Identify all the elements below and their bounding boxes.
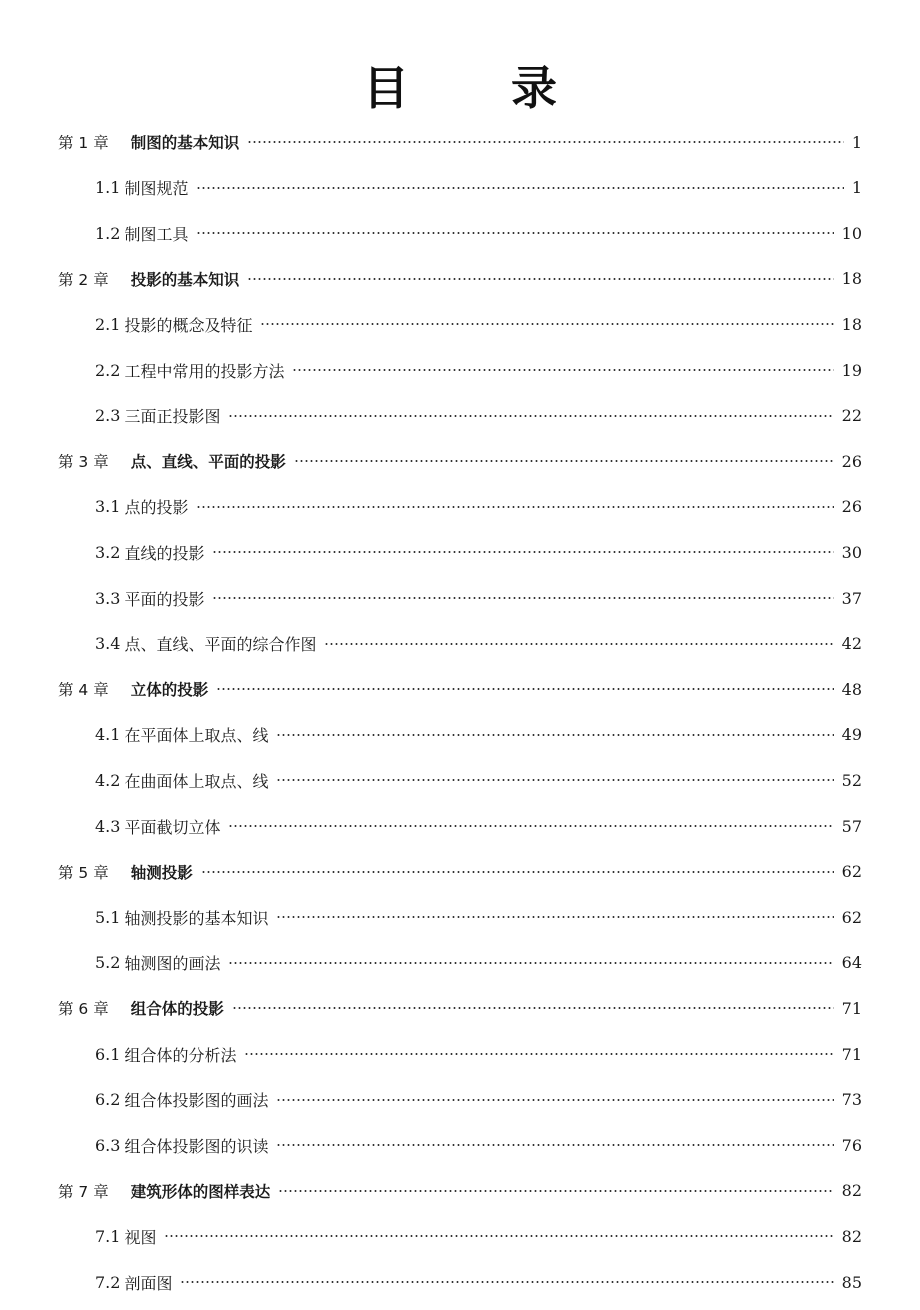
toc-chapter-entry[interactable]: [58, 267, 862, 291]
toc-entry-title: 平面截切立体: [124, 817, 221, 837]
toc-entry-title: 轴测投影的基本知识: [124, 908, 269, 928]
toc-entry-title: 建筑形体的图样表达: [130, 1182, 271, 1201]
toc-page-number: 19: [841, 360, 862, 380]
toc-section-entry[interactable]: [95, 723, 862, 747]
toc-entry-number: 第 4 章: [58, 681, 109, 700]
toc-entry-number: 2.3: [95, 406, 121, 426]
toc-entry-title: 投影的基本知识: [130, 270, 240, 289]
toc-section-entry[interactable]: [95, 312, 862, 336]
toc-section-entry[interactable]: [95, 1133, 862, 1157]
toc-page-number: 18: [841, 269, 862, 289]
toc-chapter-entry[interactable]: [58, 860, 862, 884]
toc-entry-title: 工程中常用的投影方法: [124, 361, 285, 381]
toc-dot-leader: [276, 1099, 833, 1101]
toc-dot-leader: [212, 551, 833, 553]
toc-dot-leader: [180, 1281, 833, 1283]
toc-entry-number: 2.2: [95, 360, 121, 380]
toc-page-number: 71: [841, 998, 862, 1018]
toc-entry-title: 组合体的投影: [130, 1000, 224, 1019]
toc-section-entry[interactable]: [95, 1224, 862, 1248]
toc-entry-number: 7.2: [95, 1272, 121, 1292]
toc-page-number: 42: [841, 634, 862, 654]
toc-entry-title: 直线的投影: [124, 543, 205, 563]
toc-entry-number: 2.1: [95, 314, 121, 334]
toc-dot-leader: [201, 871, 834, 873]
toc-dot-leader: [247, 278, 833, 280]
toc-page-number: 26: [841, 497, 862, 517]
toc-dot-leader: [228, 415, 833, 417]
toc-dot-leader: [244, 1053, 833, 1055]
toc-section-entry[interactable]: [95, 495, 862, 519]
toc-entry-number: 1.2: [95, 223, 121, 243]
toc-entry-number: 5.1: [95, 907, 121, 927]
toc-dot-leader: [232, 1007, 834, 1009]
toc-entry-title: 立体的投影: [130, 681, 209, 700]
toc-page-number: 48: [841, 679, 862, 699]
toc-dot-leader: [278, 1190, 833, 1192]
toc-page-number: 62: [841, 862, 862, 882]
toc-dot-leader: [247, 141, 844, 143]
toc-entry-number: 7.1: [95, 1226, 121, 1246]
toc-dot-leader: [164, 1235, 833, 1237]
toc-page-number: 76: [841, 1135, 862, 1155]
toc-entry-number: 4.1: [95, 725, 121, 745]
toc-entry-number: 4.2: [95, 770, 121, 790]
toc-entry-title: 在曲面体上取点、线: [124, 771, 269, 791]
toc-entry-number: 5.2: [95, 953, 121, 973]
toc-page-number: 22: [841, 406, 862, 426]
toc-section-entry[interactable]: [95, 540, 862, 564]
toc-title-char-2: 录: [511, 61, 557, 115]
toc-entry-number: 3.3: [95, 588, 121, 608]
toc-section-entry[interactable]: [95, 632, 862, 656]
toc-chapter-entry[interactable]: [58, 130, 862, 154]
toc-title-char-1: 目: [363, 61, 409, 115]
toc-page-number: 62: [841, 907, 862, 927]
toc-page-number: 64: [841, 953, 862, 973]
toc-page-number: 85: [841, 1272, 862, 1292]
toc-entry-title: 轴测投影: [130, 863, 193, 882]
toc-page-number: 57: [841, 816, 862, 836]
toc-section-entry[interactable]: [95, 404, 862, 428]
toc-dot-leader: [196, 232, 833, 234]
toc-entry-number: 第 7 章: [58, 1182, 109, 1201]
toc-entry-title: 制图的基本知识: [130, 134, 240, 152]
toc-entry-title: 在平面体上取点、线: [124, 726, 269, 746]
toc-entry-number: 3.4: [95, 634, 121, 654]
toc-page-number: 1: [851, 178, 862, 198]
toc-dot-leader: [276, 916, 833, 918]
toc-entry-number: 第 5 章: [58, 863, 109, 882]
toc-entry-number: 6.3: [95, 1135, 121, 1155]
toc-entry-number: 3.1: [95, 497, 121, 517]
toc-title: [0, 55, 920, 115]
toc-dot-leader: [276, 779, 833, 781]
toc-entry-number: 6.1: [95, 1044, 121, 1064]
toc-page-number: 82: [841, 1181, 862, 1201]
toc-dot-leader: [260, 323, 833, 325]
toc-dot-leader: [212, 597, 833, 599]
toc-page-number: 71: [841, 1044, 862, 1064]
toc-chapter-entry[interactable]: [58, 677, 862, 701]
toc-page-number: 37: [841, 588, 862, 608]
toc-entry-number: 1.1: [95, 178, 121, 198]
toc-dot-leader: [276, 1144, 833, 1146]
toc-chapter-entry[interactable]: [58, 1179, 862, 1203]
toc-section-entry[interactable]: [95, 768, 862, 792]
toc-section-entry[interactable]: [95, 1270, 862, 1294]
toc-section-entry[interactable]: [95, 221, 862, 245]
toc-entry-number: 第 1 章: [58, 134, 109, 152]
toc-section-entry[interactable]: [95, 905, 862, 929]
toc-dot-leader: [276, 734, 833, 736]
toc-entry-number: 第 2 章: [58, 270, 109, 289]
toc-dot-leader: [324, 643, 833, 645]
toc-entry-title: 视图: [124, 1227, 157, 1247]
toc-entry-title: 三面正投影图: [124, 407, 221, 427]
toc-dot-leader: [196, 187, 843, 189]
toc-section-entry[interactable]: [95, 951, 862, 975]
toc-entry-number: 3.2: [95, 542, 121, 562]
toc-entry-title: 轴测图的画法: [124, 954, 221, 974]
toc-entry-title: 点、直线、平面的投影: [130, 453, 286, 472]
toc-section-entry[interactable]: [95, 586, 862, 610]
toc-entry-title: 剖面图: [124, 1273, 173, 1293]
toc-entry-title: 点的投影: [124, 498, 189, 518]
toc-dot-leader: [228, 825, 833, 827]
toc-entry-title: 组合体投影图的识读: [124, 1136, 269, 1156]
toc-page-number: 30: [841, 542, 862, 562]
toc-chapter-entry[interactable]: [58, 449, 862, 473]
toc-entry-title: 点、直线、平面的综合作图: [124, 635, 317, 655]
toc-dot-leader: [294, 460, 834, 462]
toc-section-entry[interactable]: [95, 1042, 862, 1066]
toc-dot-leader: [228, 962, 833, 964]
toc-entry-title: 平面的投影: [124, 589, 205, 609]
toc-section-entry[interactable]: [95, 1088, 862, 1112]
toc-page-number: 10: [841, 223, 862, 243]
toc-page-number: 18: [841, 314, 862, 334]
toc-chapter-entry[interactable]: [58, 996, 862, 1020]
toc-page-number: 1: [851, 132, 862, 152]
toc-page-number: 82: [841, 1226, 862, 1246]
toc-page-number: 26: [841, 451, 862, 471]
toc-entry-title: 制图规范: [124, 179, 189, 199]
toc-entry-number: 第 6 章: [58, 1000, 109, 1019]
toc-page-number: 49: [841, 725, 862, 745]
toc-dot-leader: [216, 688, 833, 690]
toc-section-entry[interactable]: [95, 814, 862, 838]
toc-entry-number: 第 3 章: [58, 453, 109, 472]
toc-page-number: 73: [841, 1090, 862, 1110]
toc-dot-leader: [196, 506, 833, 508]
toc-dot-leader: [292, 369, 833, 371]
toc-section-entry[interactable]: [95, 358, 862, 382]
toc-page-number: 52: [841, 770, 862, 790]
toc-entry-title: 组合体投影图的画法: [124, 1091, 269, 1111]
toc-section-entry[interactable]: [95, 176, 862, 200]
toc-entry-number: 6.2: [95, 1090, 121, 1110]
toc-entry-number: 4.3: [95, 816, 121, 836]
toc-entry-title: 制图工具: [124, 224, 189, 244]
toc-entry-title: 投影的概念及特征: [124, 315, 253, 335]
toc-entry-title: 组合体的分析法: [124, 1045, 237, 1065]
